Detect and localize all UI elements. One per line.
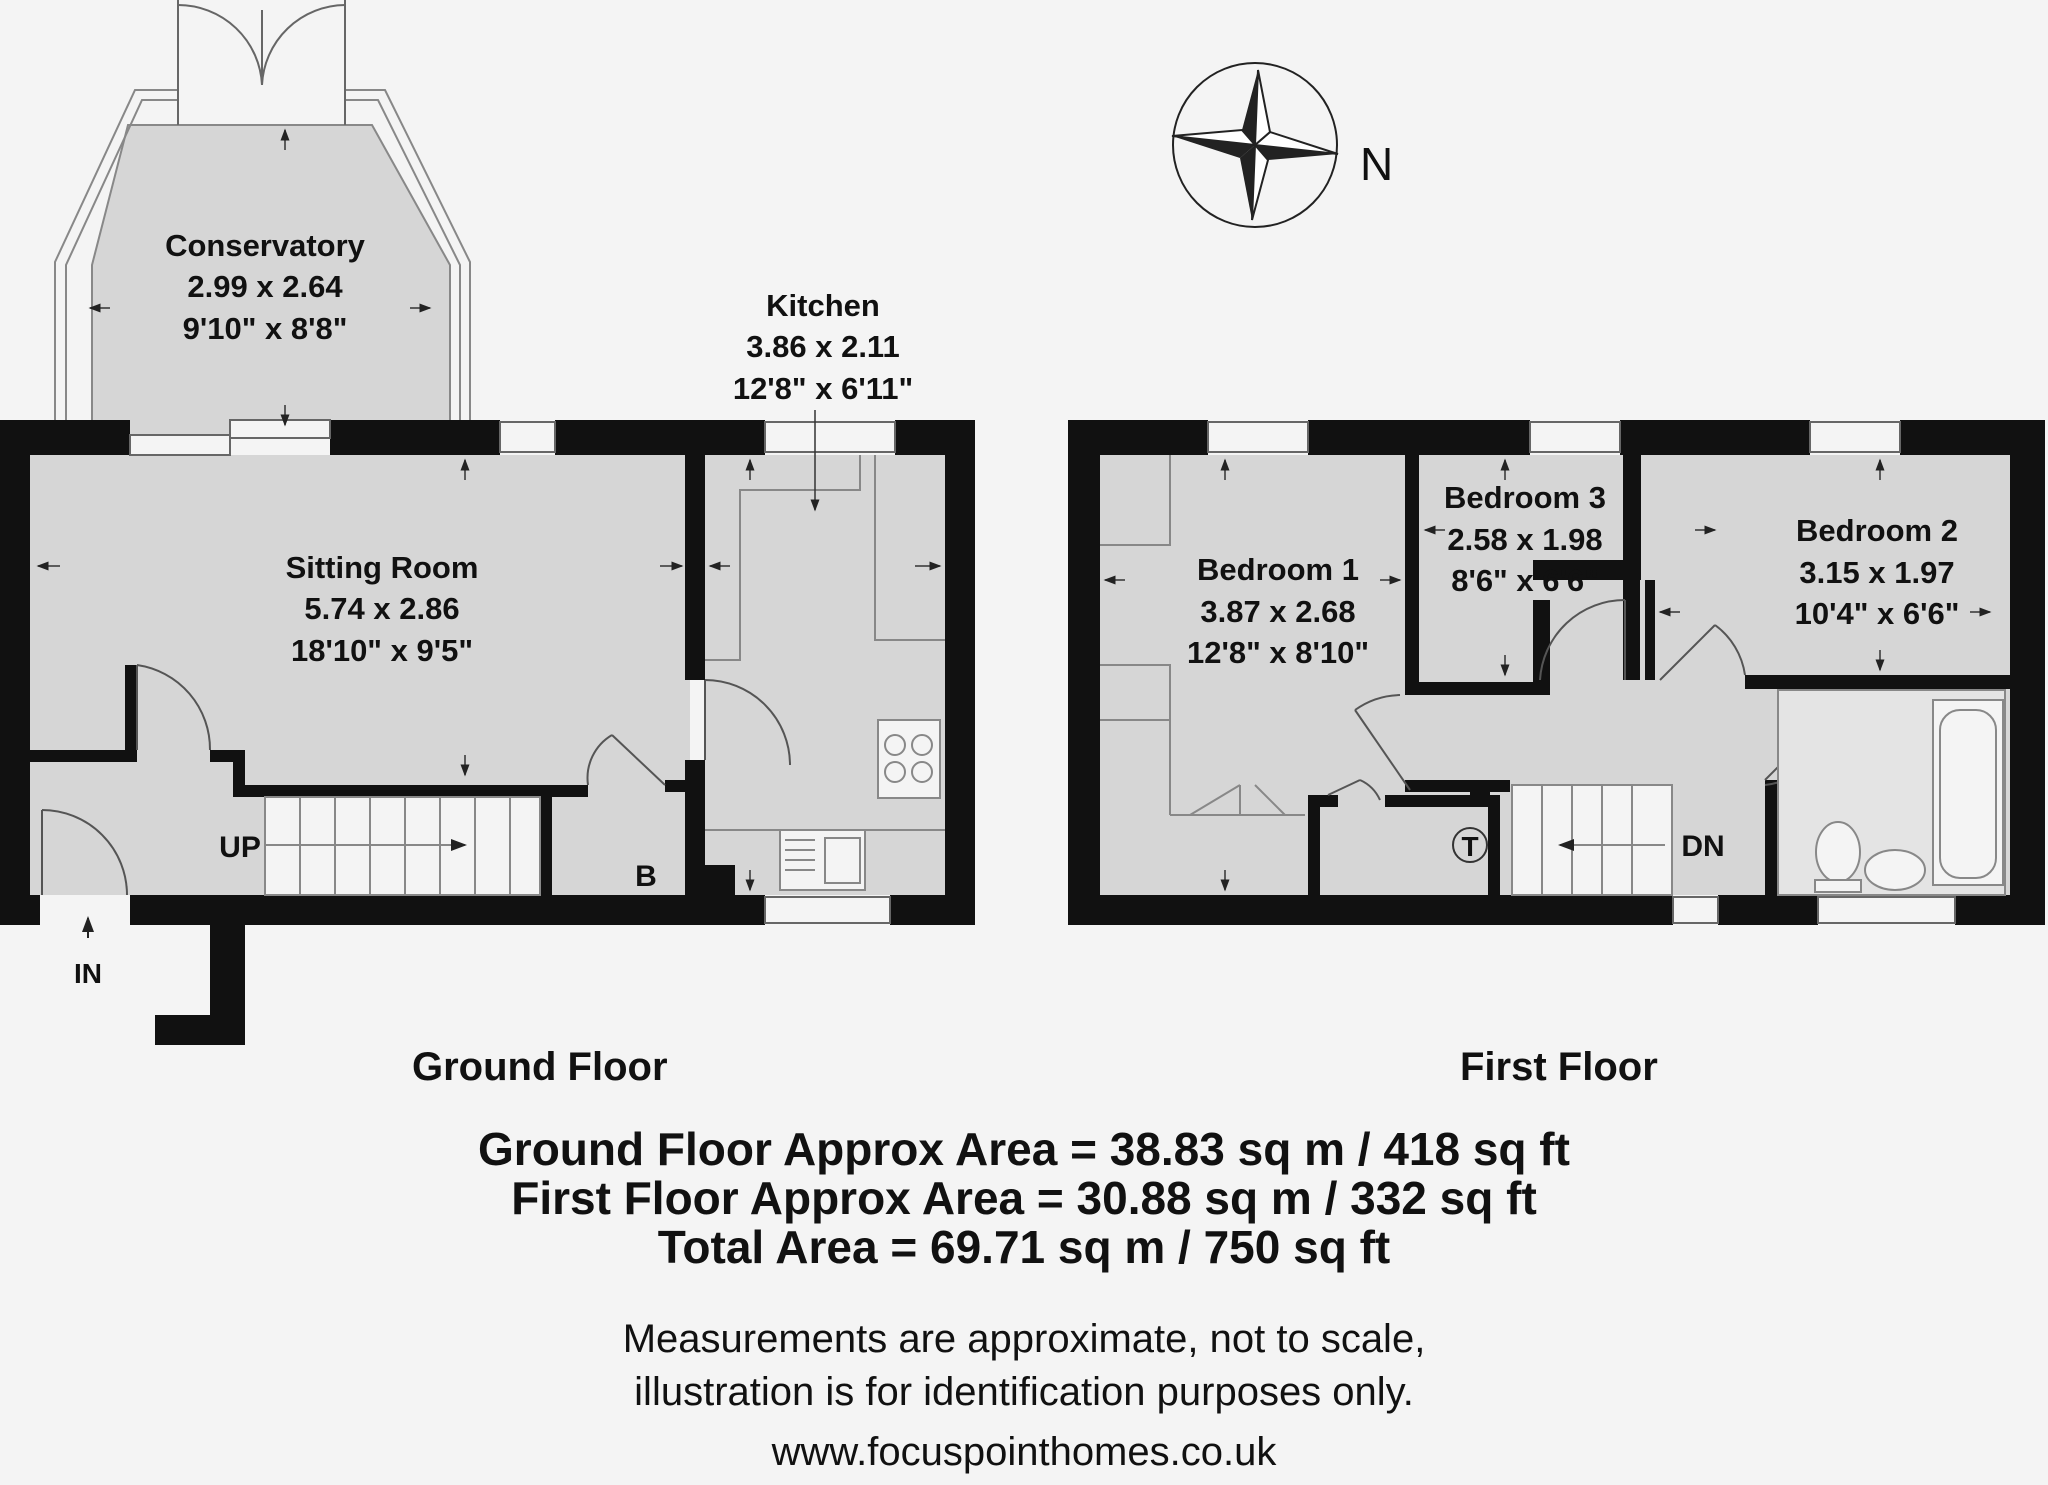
conservatory-french-doors bbox=[178, 0, 345, 125]
room-imperial-sitting-room: 18'10" x 9'5" bbox=[290, 633, 474, 668]
svg-text:DN bbox=[1681, 830, 1724, 863]
svg-text:Conservatory bbox=[165, 228, 366, 263]
room-metric-conservatory: 2.99 x 2.64 bbox=[187, 269, 343, 304]
room-name-bedroom-1: Bedroom 1 bbox=[1197, 552, 1359, 587]
disclaimer-line-1: Measurements are approximate, not to scale, bbox=[622, 1317, 1426, 1361]
entrance-label: IN bbox=[74, 958, 102, 989]
room-imperial-bedroom-3: 8'6" x 6'6" bbox=[1451, 563, 1599, 598]
svg-text:3.15 x 1.97 bbox=[1799, 555, 1954, 590]
bathroom-fittings bbox=[1778, 690, 2005, 895]
stairs-up-label: UP bbox=[219, 831, 261, 864]
total-area: Total Area = 69.71 sq m / 750 sq ft bbox=[657, 1221, 1391, 1273]
disclaimer-line-2: illustration is for identification purposes only. bbox=[634, 1370, 1414, 1414]
basin-icon bbox=[1865, 850, 1925, 890]
svg-text:2.58 x 1.98 bbox=[1447, 522, 1602, 557]
svg-text:18'10" x 9'5" bbox=[291, 633, 473, 668]
ground-floor-area: Ground Floor Approx Area = 38.83 sq m / 418 sq ft bbox=[478, 1123, 1570, 1175]
svg-text:10'4" x 6'6" bbox=[1795, 596, 1960, 631]
first-floor-stairs bbox=[1512, 785, 1672, 895]
room-metric-bedroom-3: 2.58 x 1.98 bbox=[1447, 522, 1603, 557]
first-floor-plan bbox=[1068, 420, 2045, 925]
ground-floor-plan bbox=[0, 0, 975, 1045]
svg-text:12'8" x 6'11" bbox=[733, 371, 913, 406]
svg-text:Bedroom 2 bbox=[1796, 513, 1958, 548]
room-metric-sitting-room: 5.74 x 2.86 bbox=[304, 591, 460, 626]
ground-floor-title: Ground Floor bbox=[412, 1045, 668, 1089]
svg-text:IN bbox=[74, 958, 102, 989]
svg-text:T bbox=[1461, 831, 1478, 862]
compass-north-label: N bbox=[1360, 138, 1394, 190]
svg-text:Bedroom 3 bbox=[1444, 480, 1606, 515]
room-metric-kitchen: 3.86 x 2.11 bbox=[746, 329, 900, 364]
ground-floor-stairs bbox=[265, 797, 540, 895]
website-link[interactable]: www.focuspointhomes.co.uk bbox=[771, 1430, 1277, 1474]
room-metric-bedroom-1: 3.87 x 2.68 bbox=[1200, 594, 1356, 629]
svg-text:3.87 x 2.68 bbox=[1200, 594, 1355, 629]
svg-text:UP bbox=[219, 831, 261, 864]
room-imperial-bedroom-2: 10'4" x 6'6" bbox=[1794, 596, 1960, 631]
room-metric-bedroom-2: 3.15 x 1.97 bbox=[1799, 555, 1955, 590]
room-name-sitting-room: Sitting Room bbox=[285, 550, 479, 585]
room-imperial-kitchen: 12'8" x 6'11" bbox=[732, 371, 914, 406]
toilet-icon bbox=[1816, 822, 1860, 882]
svg-text:5.74 x 2.86 bbox=[304, 591, 459, 626]
svg-text:B bbox=[635, 860, 657, 893]
room-name-kitchen: Kitchen bbox=[766, 288, 880, 323]
room-name-conservatory: Conservatory bbox=[165, 228, 365, 263]
svg-text:8'6" x 6'6" bbox=[1451, 563, 1599, 598]
first-floor-title: First Floor bbox=[1460, 1045, 1658, 1089]
boiler-label: B bbox=[635, 860, 657, 893]
svg-text:9'10" x 8'8" bbox=[183, 311, 348, 346]
svg-text:Kitchen bbox=[766, 288, 880, 323]
room-imperial-bedroom-1: 12'8" x 8'10" bbox=[1186, 635, 1370, 670]
svg-text:Sitting Room bbox=[286, 550, 479, 585]
room-imperial-conservatory: 9'10" x 8'8" bbox=[182, 311, 348, 346]
area-summary bbox=[0, 1125, 2048, 1272]
disclaimer bbox=[0, 1313, 2048, 1419]
compass-rose-icon bbox=[1172, 63, 1338, 227]
first-floor-area: First Floor Approx Area = 30.88 sq m / 332 sq ft bbox=[511, 1172, 1537, 1224]
svg-text:12'8" x 8'10" bbox=[1187, 635, 1369, 670]
svg-text:2.99 x 2.64 bbox=[187, 269, 343, 304]
room-name-bedroom-3: Bedroom 3 bbox=[1444, 480, 1606, 515]
svg-text:Bedroom 1 bbox=[1197, 552, 1359, 587]
room-name-bedroom-2: Bedroom 2 bbox=[1796, 513, 1958, 548]
stairs-down-label: DN bbox=[1681, 830, 1725, 863]
boiler-cupboard bbox=[555, 797, 685, 895]
svg-text:3.86 x 2.11 bbox=[746, 329, 899, 364]
tank-label: T bbox=[1461, 831, 1479, 862]
